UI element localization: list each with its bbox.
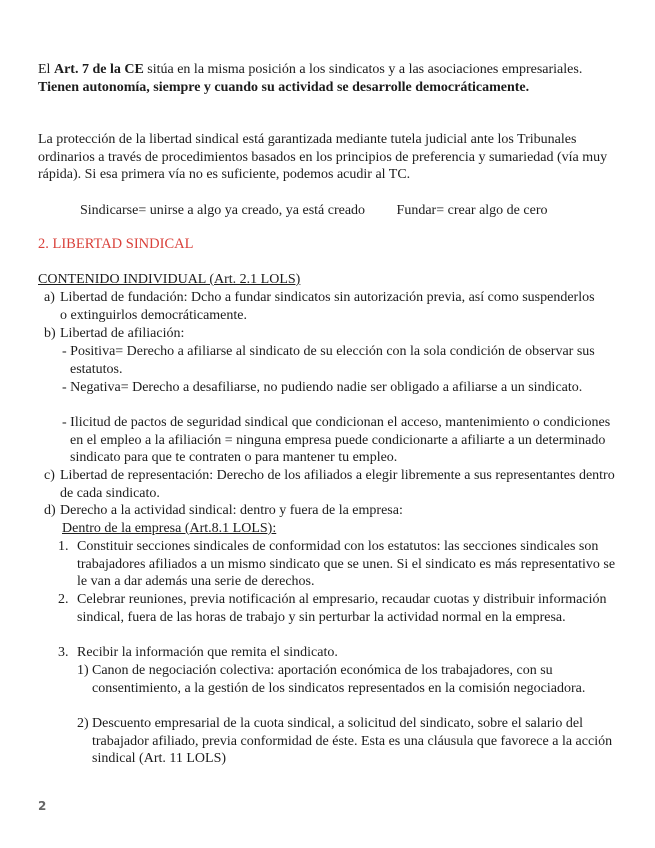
subheading-dentro-empresa: Dentro de la empresa (Art.8.1 LOLS): [62,521,277,536]
list-label: b) [44,326,56,341]
sub-item-canon: Canon de negociación colectiva: aportación económica de los trabajadores, con su consentimiento, a la gestión de los sindicatos representados en la comisión negociadora. [92,663,586,696]
sub-label: 1) [77,663,89,678]
definition-fundar: Fundar= crear algo de cero [396,203,548,218]
numbered-item-3: Recibir la información que remita el sindicato. [77,645,338,660]
list-item-a [60,289,600,324]
list-item-d: Derecho a la actividad sindical: dentro y fuera de la empresa: [60,503,403,518]
sub-item-descuento: Descuento empresarial de la cuota sindical, a solicitud del sindicato, sobre el salario del trabajador afiliado, previa conformidad de éste. Esta es una cláusula que favorece a la acción sindical (Art. 11 LOLS) [92,716,613,766]
page-number: 2 [38,799,47,813]
list-item-negativa: - Negativa= Derecho a desafiliarse, no pudiendo nadie ser obligado a afiliarse a un sindicato. [62,380,583,395]
intro-paragraph-proteccion [38,131,628,184]
list-item-ilicitud: - Ilicitud de pactos de seguridad sindical que condicionan el acceso, mantenimiento o condiciones en el empleo a la afiliación = ninguna empresa puede condicionarte a afiliarte a un determinado sindicato para que te contraten o para mantener tu empleo. [62,415,611,465]
numbered-item-1: Constituir secciones sindicales de conformidad con los estatutos: las secciones sindicales son trabajadores afiliados a un mismo sindicato que se unen. Si el sindicato es más representativo se le van a dar además una serie de derechos. [77,539,616,589]
list-item-c: Libertad de representación: Derecho de los afiliados a elegir libremente a sus representantes dentro de cada sindicato. [60,468,615,501]
text-run: sitúa en la misma posición a los sindicatos y a las asociaciones empresariales. [143,62,583,77]
numbered-label: 3. [58,645,69,660]
list-label: d) [44,503,56,518]
subheading-contenido-individual: CONTENIDO INDIVIDUAL (Art. 2.1 LOLS) [38,272,301,287]
section-heading: 2. LIBERTAD SINDICAL [38,236,194,252]
definition-sindicarse: Sindicarse= unirse a algo ya creado, ya está creado [80,203,366,218]
bold-run-art7: Art. 7 de la CE [53,62,144,77]
sub-label: 2) [77,716,89,731]
list-label: a) [44,290,55,305]
list-text: Libertad de fundación: Dcho a fundar sindicatos sin autorización previa, así como suspenderlos o extinguirlos democráticamente. [60,290,595,323]
list-label: c) [44,468,55,483]
bold-run-autonomia: Tienen autonomía, siempre y cuando su actividad se desarrolle democráticamente. [38,79,530,95]
definitions-row [80,202,547,220]
numbered-label: 2. [58,592,69,607]
numbered-item-2: Celebrar reuniones, previa notificación al empresario, recaudar cuotas y distribuir información sindical, fuera de las horas de trabajo y sin perturbar la actividad normal en la empresa. [77,592,607,625]
text-run: El [38,62,54,77]
numbered-label: 1. [58,539,69,554]
paragraph-text: La protección de la libertad sindical está garantizada mediante tutela judicial ante los Tribunales ordinarios a través de procedimientos basados en los principios de preferencia y sumariedad (vía muy rápida). Si esa primera vía no es suficiente, podemos acudir al TC. [38,132,608,182]
list-item-b: Libertad de afiliación: [60,326,185,341]
list-item-positiva: - Positiva= Derecho a afiliarse al sindicato de su elección con la sola condición de observar sus estatutos. [62,344,595,377]
intro-paragraph-art7 [38,61,623,96]
